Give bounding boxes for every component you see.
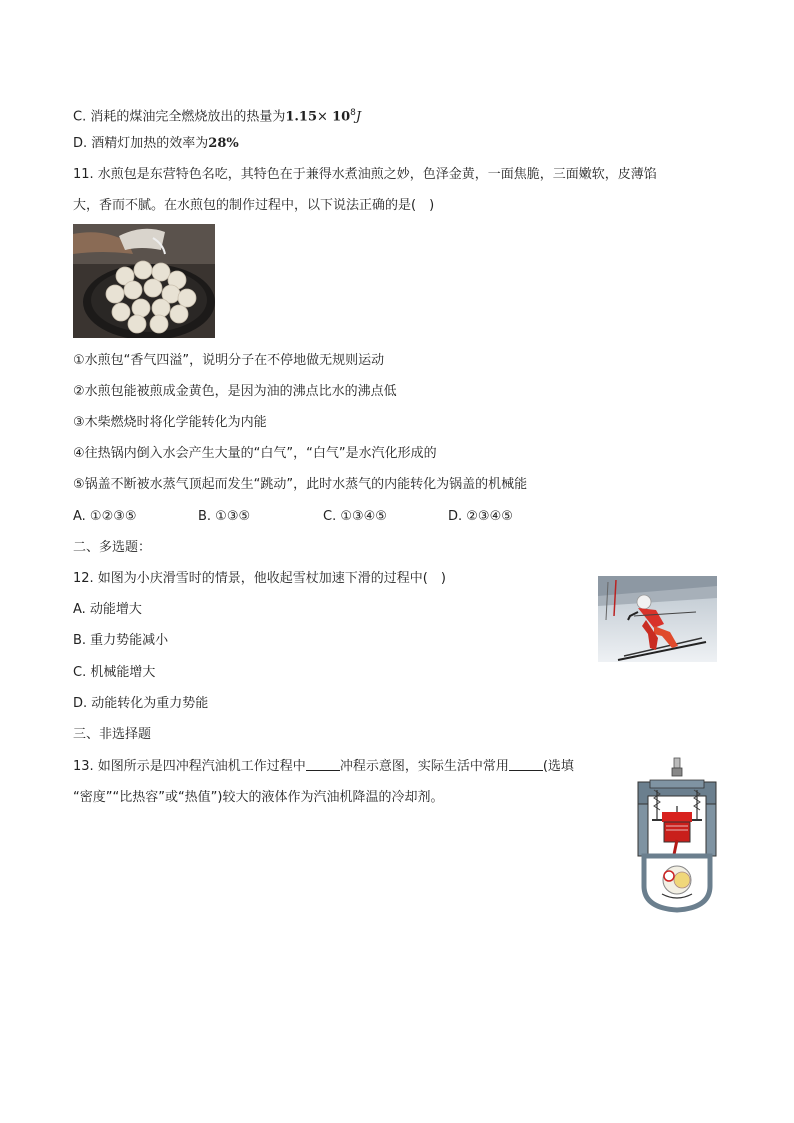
q13-blank-1[interactable]: [306, 757, 340, 771]
q11-statement-5: ⑤锅盖不断被水蒸气顶起而发生“跳动”，此时水蒸气的内能转化为锅盖的机械能: [73, 477, 528, 492]
q12-skier-photo: [598, 576, 717, 662]
q11-statement-2: ②水煎包能被煎成金黄色，是因为油的沸点比水的沸点低: [73, 384, 397, 399]
q11-stem-line2: 大，香而不腻。在水煎包的制作过程中，以下说法正确的是( ): [73, 198, 435, 213]
q10-option-c[interactable]: C. 消耗的煤油完全燃烧放出的热量为$1.15\times 10^8J$: [73, 108, 362, 125]
q11-options: [73, 507, 573, 527]
q11-option-a[interactable]: A. ①②③⑤: [73, 509, 137, 524]
q11-statement-4: ④往热锅内倒入水会产生大量的“白气”，“白气”是水汽化形成的: [73, 446, 437, 461]
q10-option-d-value: 28%: [208, 136, 239, 151]
q10-option-c-value: 1.15: [285, 109, 318, 125]
q12-option-a[interactable]: A. 动能增大: [73, 602, 142, 617]
q13-engine-diagram: [632, 756, 722, 914]
q11-stem-line1: 11. 水煎包是东营特色名吃，其特色在于兼得水煮油煎之妙，色泽金黄，一面焦脆，三面嫩软，皮薄馅: [73, 167, 657, 182]
q12-stem: 12. 如图为小庆滑雪时的情景，他收起雪杖加速下滑的过程中( ): [73, 571, 446, 586]
q11-statement-3: ③木柴燃烧时将化学能转化为内能: [73, 415, 267, 430]
q13-blank-2[interactable]: [509, 757, 543, 771]
q11-statement-1: ①水煎包“香气四溢”，说明分子在不停地做无规则运动: [73, 353, 385, 368]
q10-option-d[interactable]: D. 酒精灯加热的效率为28%: [73, 136, 239, 151]
section-2-title: 二、多选题：: [73, 540, 152, 555]
q11-option-c[interactable]: C. ①③④⑤: [323, 509, 387, 524]
q12-option-d[interactable]: D. 动能转化为重力势能: [73, 696, 209, 711]
q11-dumpling-photo: [73, 224, 215, 338]
section-3-title: 三、非选择题: [73, 727, 152, 742]
q12-option-c[interactable]: C. 机械能增大: [73, 665, 156, 680]
q11-option-d[interactable]: D. ②③④⑤: [448, 509, 513, 524]
q13-stem-line2: “密度”“比热容”或“热值”)较大的液体作为汽油机降温的冷却剂。: [73, 790, 444, 805]
q13-stem-line1: 13. 如图所示是四冲程汽油机工作过程中 冲程示意图，实际生活中常用 (选填: [73, 759, 574, 774]
q11-option-b[interactable]: B. ①③⑤: [198, 509, 251, 524]
q12-option-b[interactable]: B. 重力势能减小: [73, 633, 169, 648]
